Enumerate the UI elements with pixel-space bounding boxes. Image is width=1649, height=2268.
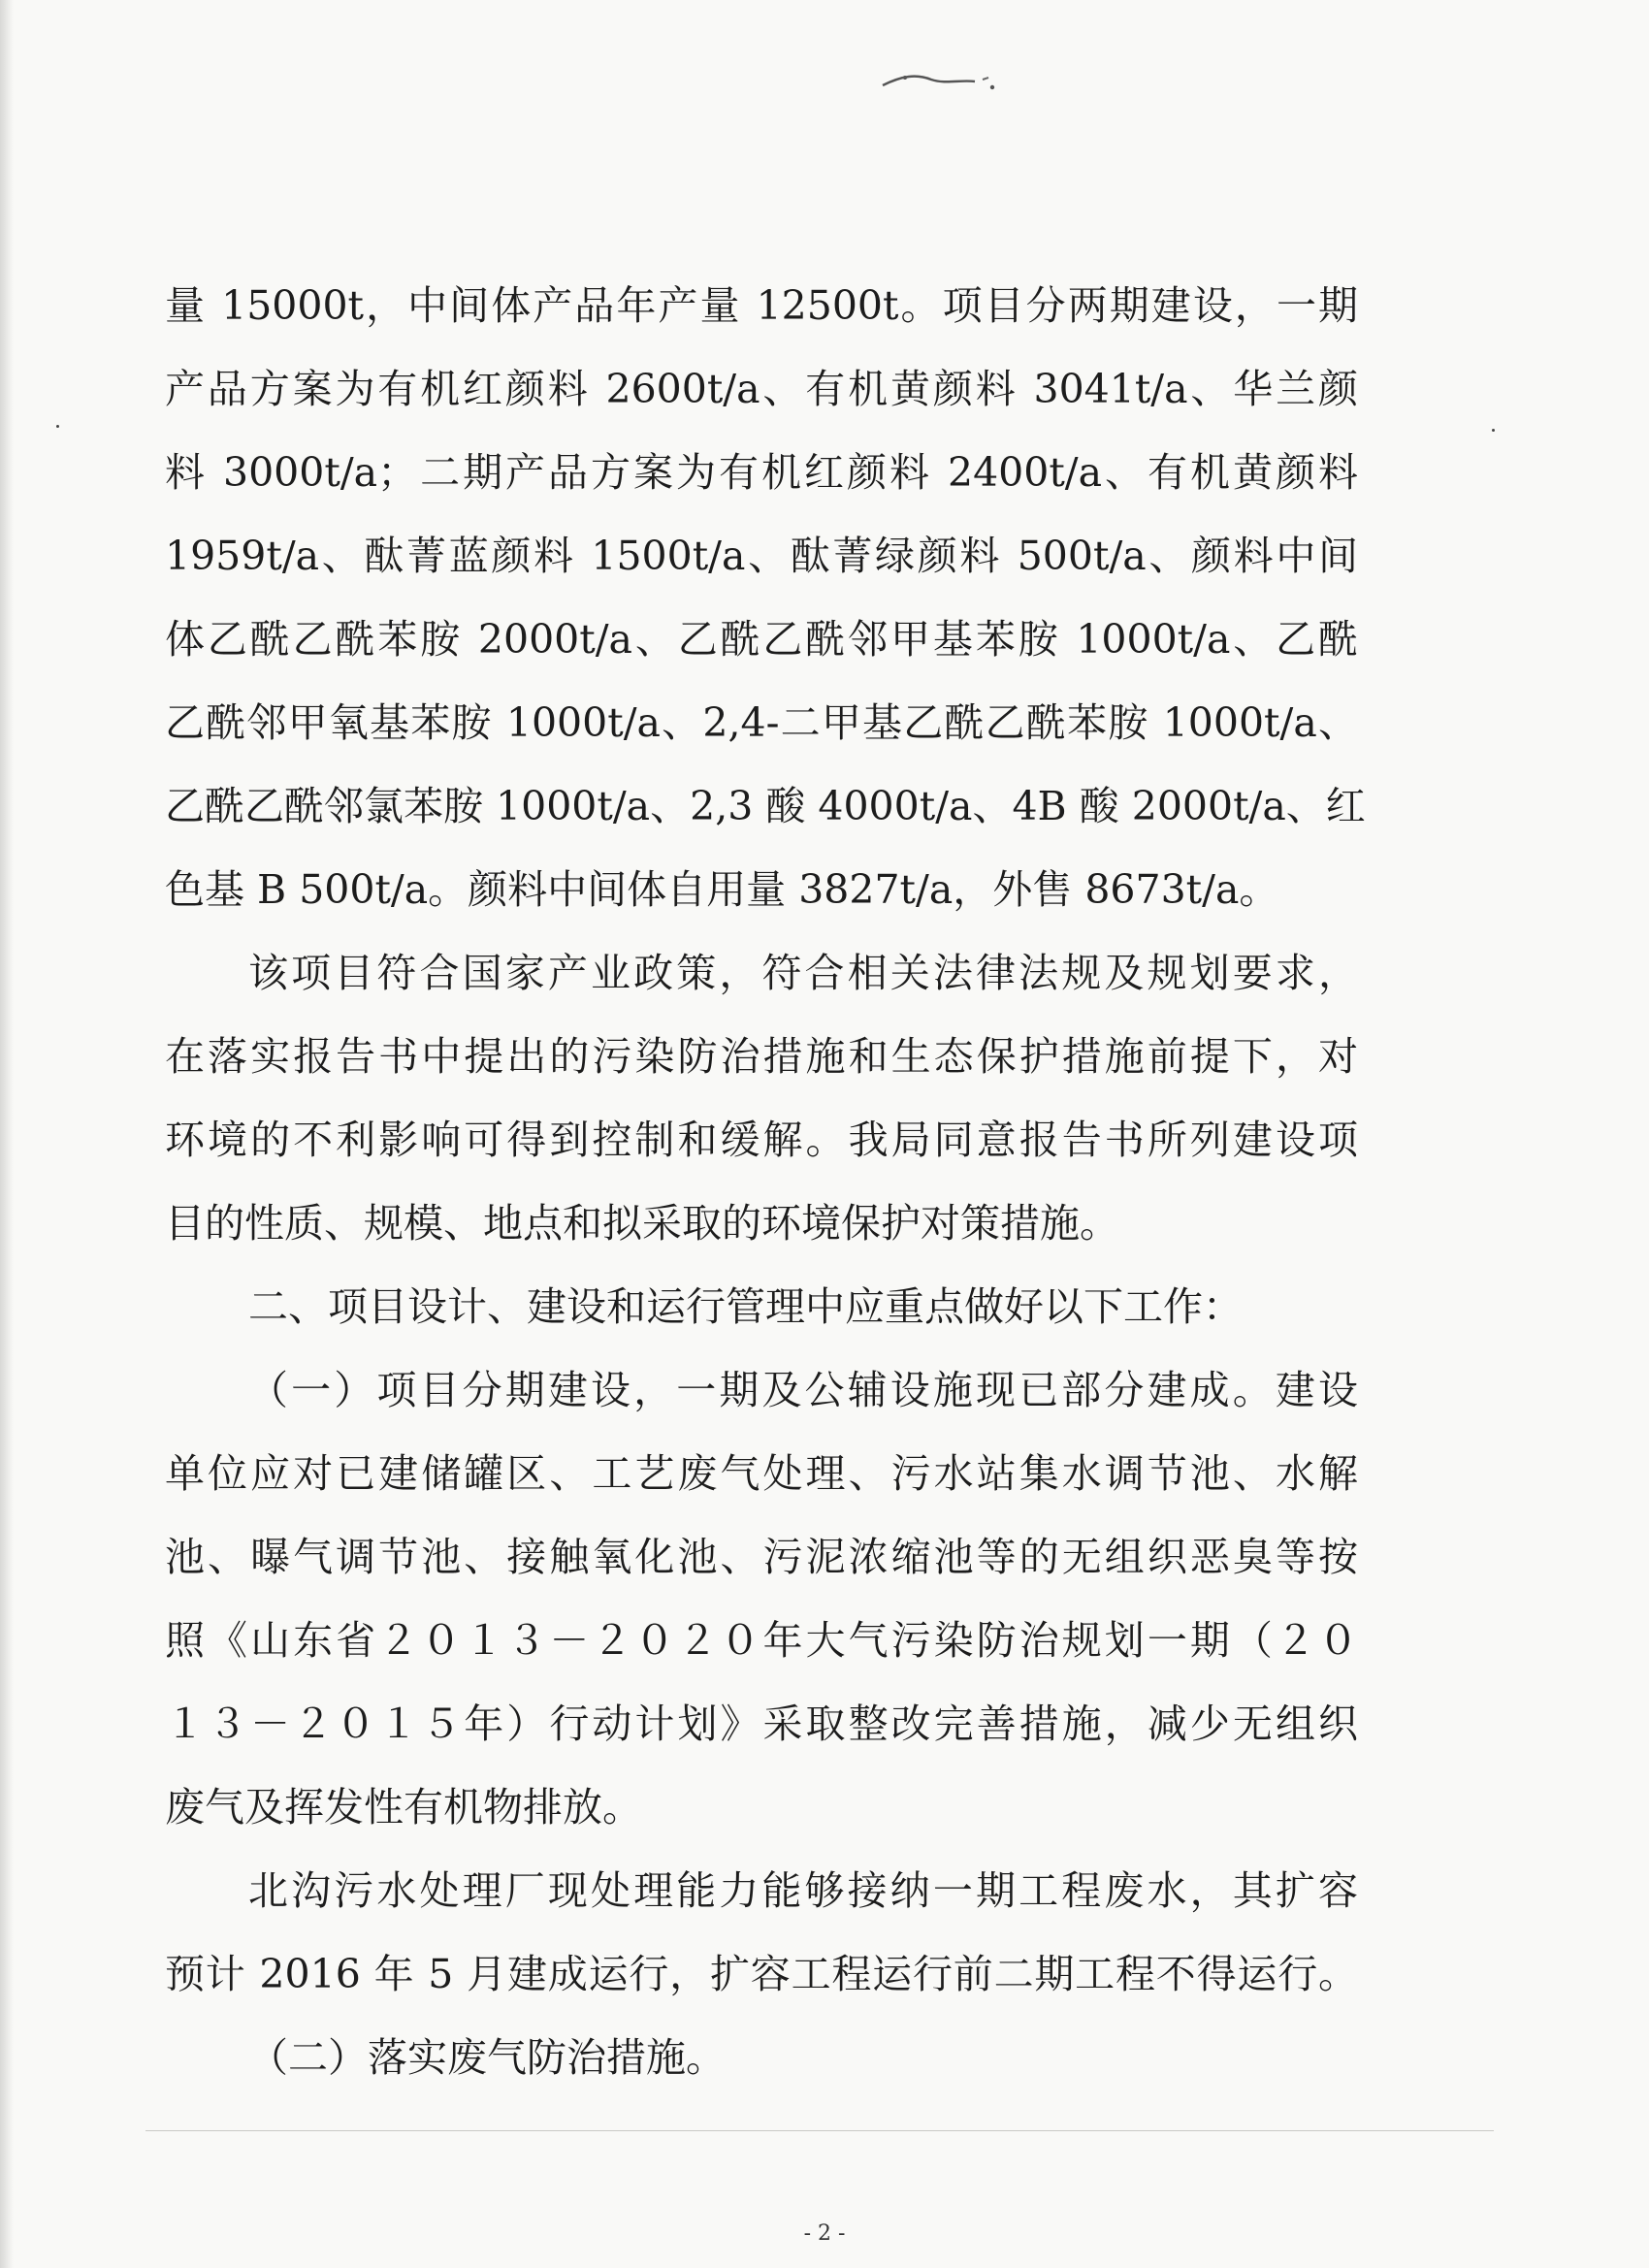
text-line: 预计 2016 年 5 月建成运行，扩容工程运行前二期工程不得运行。 xyxy=(165,1951,1358,1997)
text-line: １３－２０１５年）行动计划》采取整改完善措施，减少无组织 xyxy=(165,1701,1358,1747)
text-line: 单位应对已建储罐区、工艺废气处理、污水站集水调节池、水解 xyxy=(165,1450,1358,1497)
text-line: 量 15000t，中间体产品年产量 12500t。项目分两期建设，一期 xyxy=(165,282,1358,329)
text-line: 色基 B 500t/a。颜料中间体自用量 3827t/a，外售 8673t/a。 xyxy=(165,866,1279,913)
paragraph-first-line: 北沟污水处理厂现处理能力能够接纳一期工程废水，其扩容 xyxy=(248,1867,1358,1914)
paragraph-first-line: 该项目符合国家产业政策，符合相关法律法规及规划要求， xyxy=(248,950,1358,996)
section-heading: 二、项目设计、建设和运行管理中应重点做好以下工作： xyxy=(248,1283,1243,1330)
text-line: 乙酰乙酰邻氯苯胺 1000t/a、2,3 酸 4000t/a、4B 酸 2000t/a、红 xyxy=(165,783,1366,829)
text-line: 在落实报告书中提出的污染防治措施和生态保护措施前提下，对 xyxy=(165,1033,1358,1080)
text-line: 1959t/a、酞菁蓝颜料 1500t/a、酞菁绿颜料 500t/a、颜料中间 xyxy=(165,533,1358,579)
paragraph-first-line: （一）项目分期建设，一期及公辅设施现已部分建成。建设 xyxy=(248,1367,1358,1413)
scan-mark-icon xyxy=(878,68,1004,97)
footer-divider xyxy=(146,2130,1494,2131)
scan-speck xyxy=(1492,429,1495,432)
scan-edge-shadow xyxy=(0,0,14,2268)
text-line: 目的性质、规模、地点和拟采取的环境保护对策措施。 xyxy=(165,1200,1119,1247)
text-line: 池、曝气调节池、接触氧化池、污泥浓缩池等的无组织恶臭等按 xyxy=(165,1534,1358,1580)
text-line: 体乙酰乙酰苯胺 2000t/a、乙酰乙酰邻甲基苯胺 1000t/a、乙酰 xyxy=(165,616,1358,663)
text-line: 产品方案为有机红颜料 2600t/a、有机黄颜料 3041t/a、华兰颜 xyxy=(165,366,1358,412)
text-line: 环境的不利影响可得到控制和缓解。我局同意报告书所列建设项 xyxy=(165,1117,1358,1163)
body-text xyxy=(165,264,1366,2099)
text-line: 照《山东省２０１３－２０２０年大气污染防治规划一期（２０ xyxy=(165,1617,1358,1664)
text-line: 料 3000t/a；二期产品方案为有机红颜料 2400t/a、有机黄颜料 xyxy=(165,449,1358,496)
scan-speck xyxy=(56,425,59,428)
subsection-heading: （二）落实废气防治措施。 xyxy=(248,2034,726,2081)
page-number: - 2 - xyxy=(803,2221,846,2246)
text-line: 乙酰邻甲氧基苯胺 1000t/a、2,4-二甲基乙酰乙酰苯胺 1000t/a、 xyxy=(165,699,1358,746)
text-line: 废气及挥发性有机物排放。 xyxy=(165,1784,642,1831)
